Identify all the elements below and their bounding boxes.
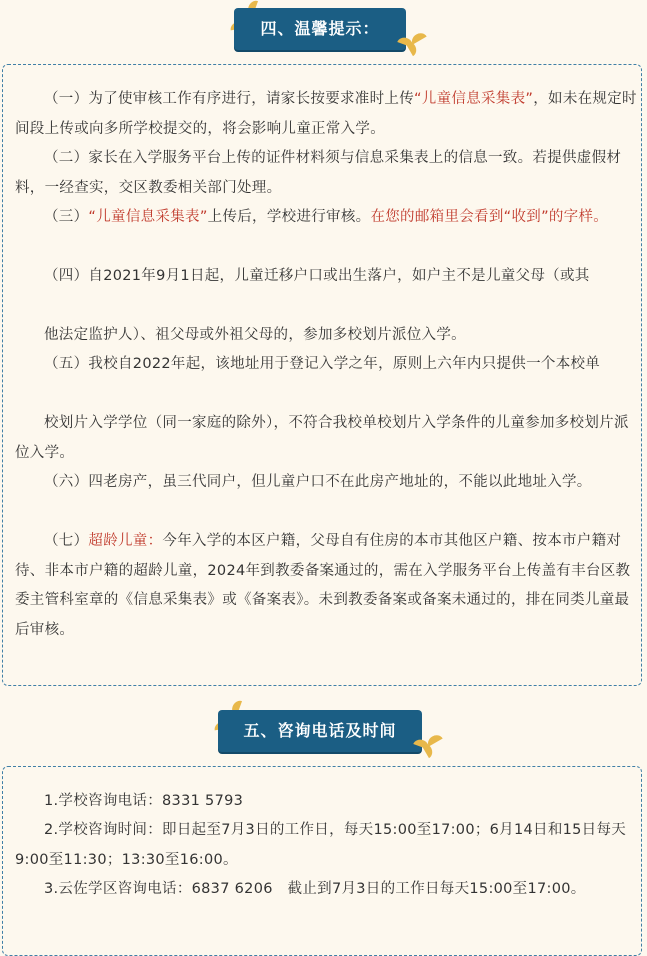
form-name-highlight: “儿童信息采集表” xyxy=(88,209,208,225)
district-phone: 3.云佐学区咨询电话：6837 6206 截止到7月3日的工作日每天15:00至17:00。 xyxy=(44,881,586,897)
notice-item-1-text: （一）为了使审核工作有序进行，请家长按要求准时上传 xyxy=(44,91,414,107)
notice-item-1-text-end: ，如未在规定时间段上传或向多所学校提交的，将会影响儿童正常入学。 xyxy=(15,91,637,137)
notice-item-5-cont: 校划片入学学位（同一家庭的除外），不符合我校单校划片入学条件的儿童参加多校划片派位入学。 xyxy=(15,415,629,461)
notice-item-4: （四）自2021年9月1日起，儿童迁移户口或出生落户，如户主不是儿童父母（或其 xyxy=(44,268,590,284)
notice-item-7-prefix: （七） xyxy=(44,533,89,549)
overage-children-highlight: 超龄儿童： xyxy=(88,533,163,549)
email-notice-highlight: 在您的邮箱里会看到“收到”的字样。 xyxy=(370,209,609,225)
notice-item-3-text: 上传后，学校进行审核。 xyxy=(207,209,371,225)
school-hours: 2.学校咨询时间：即日起至7月3日的工作日，每天15:00至17:00；6月14日和15日每天9:00至11:30；13:30至16:00。 xyxy=(15,822,627,868)
notice-item-7-text: 今年入学的本区户籍，父母自有住房的本市其他区户籍、按本市户籍对待、非本市户籍的超龄儿童，2024年到教委备案通过的，需在入学服务平台上传盖有丰台区教委主管科室章的《信息采集表》或《备案表》。未到教委备案或备案未通过的，排在同类儿童最后审核。 xyxy=(15,533,631,638)
notice-item-3-prefix: （三） xyxy=(44,209,89,225)
section5-title: 五、咨询电话及时间 xyxy=(218,710,422,752)
section5-content-box xyxy=(2,766,642,956)
section5-heading xyxy=(0,710,647,760)
section4-heading xyxy=(0,8,647,58)
notice-item-6: （六）四老房产，虽三代同户，但儿童户口不在此房产地址的，不能以此地址入学。 xyxy=(44,474,592,490)
section4-title: 四、温馨提示： xyxy=(234,8,406,50)
school-phone: 1.学校咨询电话：8331 5793 xyxy=(44,793,244,809)
notice-item-4-cont: 他法定监护人）、祖父母或外祖父母的，参加多校划片派位入学。 xyxy=(44,327,466,343)
notice-item-5: （五）我校自2022年起，该地址用于登记入学之年，原则上六年内只提供一个本校单 xyxy=(44,356,601,372)
notice-item-1 xyxy=(15,85,637,144)
notice-item-2: （二）家长在入学服务平台上传的证件材料须与信息采集表上的信息一致。若提供虚假材料，一经查实，交区教委相关部门处理。 xyxy=(15,150,622,196)
section4-content-box xyxy=(2,64,642,686)
notice-item-7 xyxy=(15,527,637,645)
notice-item-3 xyxy=(15,203,637,233)
form-name-highlight: “儿童信息采集表” xyxy=(414,91,534,107)
